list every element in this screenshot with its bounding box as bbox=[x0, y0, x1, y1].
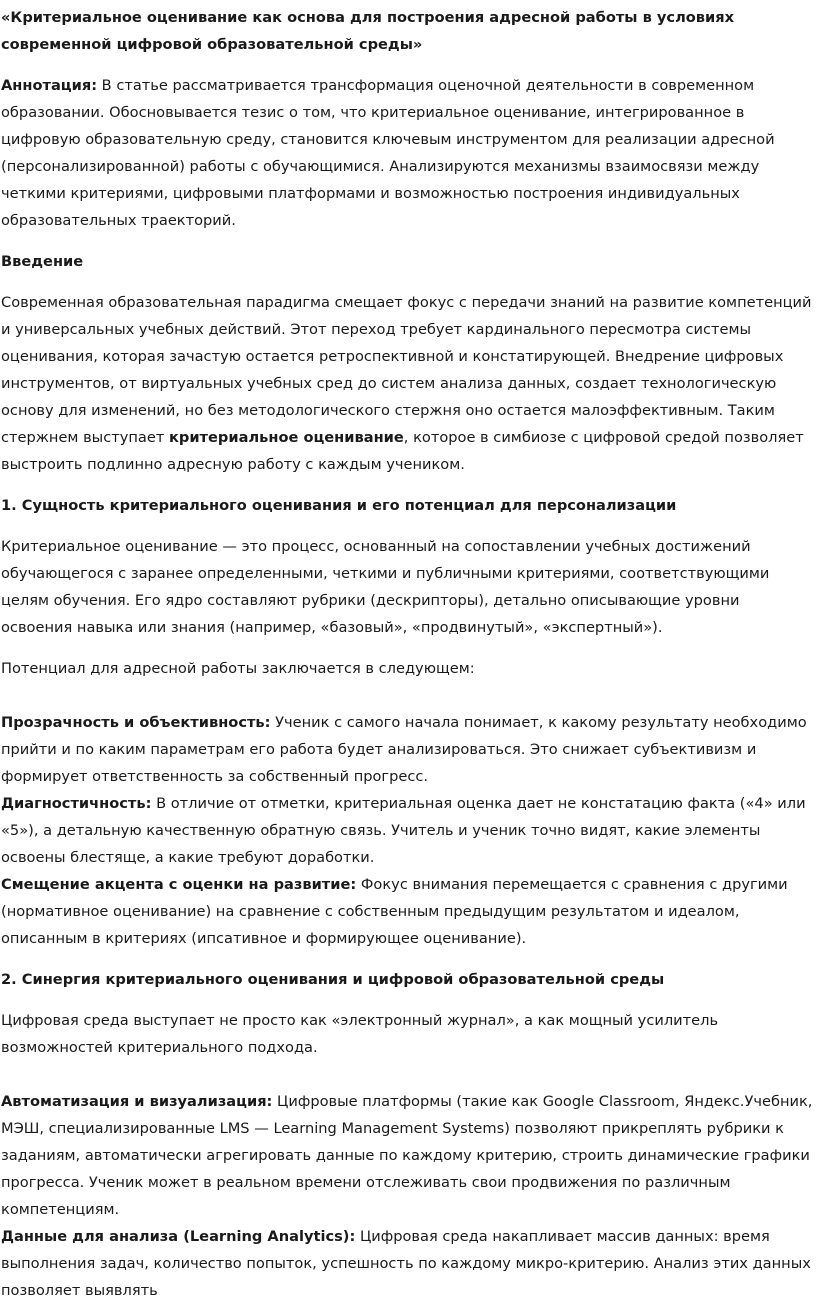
section2-item-automation bbox=[1, 1088, 815, 1223]
annotation-label: Аннотация: bbox=[1, 77, 98, 94]
intro-text-before: Современная образовательная парадигма смещает фокус с передачи знаний на развитие компетенций и универсальных учебных действий. Этот переход требует кардинального пересмотра системы оценивания, которая зачастую остается ретроспективной и констатирующей. Внедрение цифровых инструментов, от виртуальных учебных сред до систем анализа данных, создает технологическую основу для изменений, но без методологического стержня оно остается малоэффективным. Таким стержнем выступает bbox=[1, 294, 812, 446]
section1-item-development bbox=[1, 871, 815, 952]
item-text: Ученик с самого начала понимает, к какому результату необходимо прийти и по каким параметрам его работа будет анализироваться. Это снижает субъективизм и формирует ответственность за собственный прогресс. bbox=[1, 714, 807, 785]
item-label: Смещение акцента с оценки на развитие: bbox=[1, 876, 357, 893]
section2-heading: 2. Синергия критериального оценивания и цифровой образовательной среды bbox=[1, 971, 665, 988]
annotation-text: В статье рассматривается трансформация оценочной деятельности в современном образовании. Обосновывается тезис о том, что критериальное оценивание, интегрированное в цифровую образовательную среду, становится ключевым инструментом для реализации адресной (персонализированной) работы с обучающимися. Анализируются механизмы взаимосвязи между четкими критериями, цифровыми платформами и возможностью построения индивидуальных образовательных траекторий. bbox=[1, 77, 775, 229]
item-text: Фокус внимания перемещается с сравнения с другими (нормативное оценивание) на сравнение с собственным предыдущим результатом и идеалом, описанным в критериях (ипсативное и формирующее оценивание). bbox=[1, 876, 788, 947]
item-text: Цифровая среда накапливает массив данных: время выполнения задач, количество попыток, успешность по каждому микро-критерию. Анализ этих данных позволяет выявлять bbox=[1, 1228, 811, 1299]
intro-bold-term: критериальное оценивание bbox=[168, 429, 404, 446]
section2-paragraph-1: Цифровая среда выступает не просто как «электронный журнал», а как мощный усилитель возможностей критериального подхода. bbox=[1, 1012, 719, 1056]
intro-paragraph bbox=[1, 289, 815, 478]
section1-heading: 1. Сущность критериального оценивания и его потенциал для персонализации bbox=[1, 497, 677, 514]
intro-text-after: , которое в симбиозе с цифровой средой позволяет выстроить подлинно адресную работу с каждым учеником. bbox=[1, 429, 804, 473]
document-title: «Критериальное оценивание как основа для построения адресной работы в условиях современной цифровой образовательной среды» bbox=[1, 9, 735, 53]
item-label: Диагностичность: bbox=[1, 795, 152, 812]
annotation-paragraph bbox=[1, 72, 815, 234]
section1-paragraph-2: Потенциал для адресной работы заключается в следующем: bbox=[1, 660, 475, 677]
item-text: В отличие от отметки, критериальная оценка дает не констатацию факта («4» или «5»), а детальную качественную обратную связь. Учитель и ученик точно видят, какие элементы освоены блестяще, а какие требуют доработки. bbox=[1, 795, 806, 866]
intro-heading: Введение bbox=[1, 253, 84, 270]
item-label: Данные для анализа (Learning Analytics): bbox=[1, 1228, 356, 1245]
section1-item-transparency bbox=[1, 709, 815, 790]
item-text: Цифровые платформы (такие как Google Classroom, Яндекс.Учебник, МЭШ, специализированные LMS — Learning Management Systems) позволяют прикреплять рубрики к заданиям, автоматически агрегировать данные по каждому критерию, строить динамические графики прогресса. Ученик может в реальном времени отслеживать свои продвижения по различным компетенциям. bbox=[1, 1093, 813, 1218]
section1-paragraph-1: Критериальное оценивание — это процесс, основанный на сопоставлении учебных достижений обучающегося с заранее определенными, четкими и публичными критериями, соответствующими целям обучения. Его ядро составляют рубрики (дескрипторы), детально описывающие уровни освоения навыка или знания (например, «базовый», «продвинутый», «экспертный»). bbox=[1, 538, 770, 636]
item-label: Прозрачность и объективность: bbox=[1, 714, 271, 731]
item-label: Автоматизация и визуализация: bbox=[1, 1093, 273, 1110]
section2-item-analytics bbox=[1, 1223, 815, 1304]
section1-item-diagnostics bbox=[1, 790, 815, 871]
